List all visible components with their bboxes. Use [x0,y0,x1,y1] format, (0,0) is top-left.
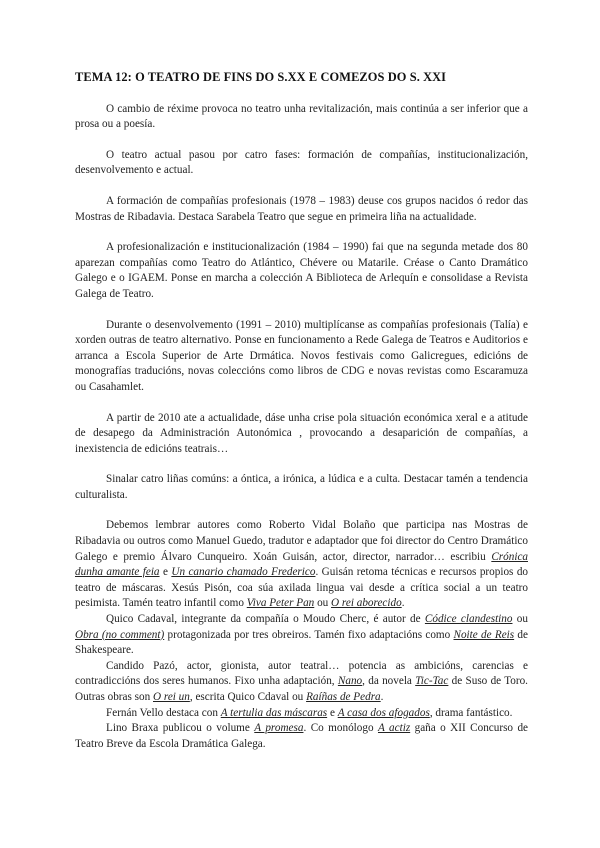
work-title: Viva Peter Pan [246,597,315,610]
paragraph-cadaval [75,612,528,659]
text: de Suso de Toro. Outras obras son [75,675,528,703]
paragraph-intro: O cambio de réxime provoca no teatro unha revitalización, mais continúa a ser inferior que a prosa ou a poesía. [75,102,528,131]
text: Fernán Vello destaca con [106,706,221,719]
document-page [75,70,528,752]
paragraph-institutionalization: A profesionalización e institucionalización (1984 – 1990) fai que na segunda metade dos 80 aparezan compañías como Teatro do Atlántico, Chévere ou Matarile. Créase o Canto Dramático Galego e o IGAEM. Ponse en marcha a colección A Biblioteca de Arlequín e consolidase a Revista Galega de Teatro. [75,241,528,300]
work-title: Un canario chamado Frederico [171,566,316,579]
text: Quico Cadaval, integrante da compañía o Moudo Cherc, é autor de [106,613,425,626]
text: protagonizada por tres obreiros. Tamén fixo adaptacións como [164,628,454,641]
text: de Shakespeare. [75,628,528,657]
text: ou [314,597,332,610]
text: , escrita Quico Cdaval ou [189,691,307,703]
paragraph-pazo [75,659,528,706]
work-title: Noite de Reis [453,628,515,641]
paragraph-formation: A formación de compañías profesionais (1978 – 1983) deuse cos grupos nacidos ó redor das Mostras de Ribadavia. Destaca Sarabela Teatro que segue en primeira liña na actualidade. [75,194,528,223]
text: Debemos lembrar autores como Roberto Vidal Bolaño que participa nas Mostras de Ribadavia ou outros como Manuel Guedo, tradutor e adaptador que foi director do Centro Dramático Galego e premio Álvaro Cunqueiro. Xoán Guisán, actor, director, narrador… escribiu [75,519,528,563]
work-title: A actiz [377,722,411,735]
work-title: A promesa [254,722,304,735]
paragraph-common-lines: Sinalar catro liñas comúns: a óntica, a irónica, a lúdica e a culta. Destacar tamén a tendencia culturalista. [75,473,528,501]
text: . Guisán retoma técnicas e recursos propios do teatro de máscaras. Xesús Pisón, coa súa axilada lingua vai desde a crítica social a un teatro pesimista. Tamén teatro infantil como [75,566,529,610]
work-title: Tic-Tac [415,675,449,688]
paragraph-vello [75,706,528,722]
work-title: Códice clandestino [424,613,513,626]
work-title: O rei aborecido [331,597,402,610]
text: . [380,691,384,703]
text: ou [512,613,528,626]
work-title: O rei un [153,691,190,703]
paragraph-development: Durante o desenvolvemento (1991 – 2010) multiplícanse as compañías profesionais (Talía) e xorden outras de teatro alternativo. Ponse en funcionamento a Rede Galega de Teatros e Auditorios e arranca a Escola Superior de Arte Drmática. Novos festivais como Galicregues, edicións de monografías traducións, novas coleccións como libros de CDG e novas revistas como Escaramuza ou Casahamlet. [75,318,528,393]
text: , drama fantástico. [429,706,513,719]
text: Candido Pazó, actor, gionista, autor teatral… potencia as ambicións, carencias e contradiccións dos seres humanos. Fixo unha adaptación, [75,659,528,688]
text: e [327,706,338,719]
paragraph-phases: O teatro actual pasou por catro fases: formación de compañías, institucionalización, desenvolvemento e actual. [75,148,528,177]
work-title: A tertulia das máscaras [220,706,328,719]
text: e [159,566,172,579]
work-title: Raíñas de Pedra [306,691,381,703]
work-title: Obra (no comment) [75,628,165,641]
work-title: A casa dos afogados [337,706,430,719]
text: . Co monólogo [303,722,378,735]
paragraph-braxa [75,721,528,752]
paragraph-authors [75,518,528,612]
text: . [401,597,405,610]
text: Lino Braxa publicou o volume [106,722,255,735]
paragraph-current: A partir de 2010 ate a actualidade, dáse unha crise pola situación económica xeral e a atitude de desapego da Administración Autonómica , provocando a desaparición de compañías, a inexistencia de edicións teatrais… [75,411,528,455]
text: , da novela [362,675,416,688]
text: gaña o XII Concurso de Teatro Breve da Escola Dramática Galega. [75,722,529,750]
page-title: TEMA 12: O TEATRO DE FINS DO S.XX E COMEZOS DO S. XXI [75,70,447,84]
work-title: Nano [337,675,363,688]
work-title: Crónica dunha amante feia [75,550,528,579]
